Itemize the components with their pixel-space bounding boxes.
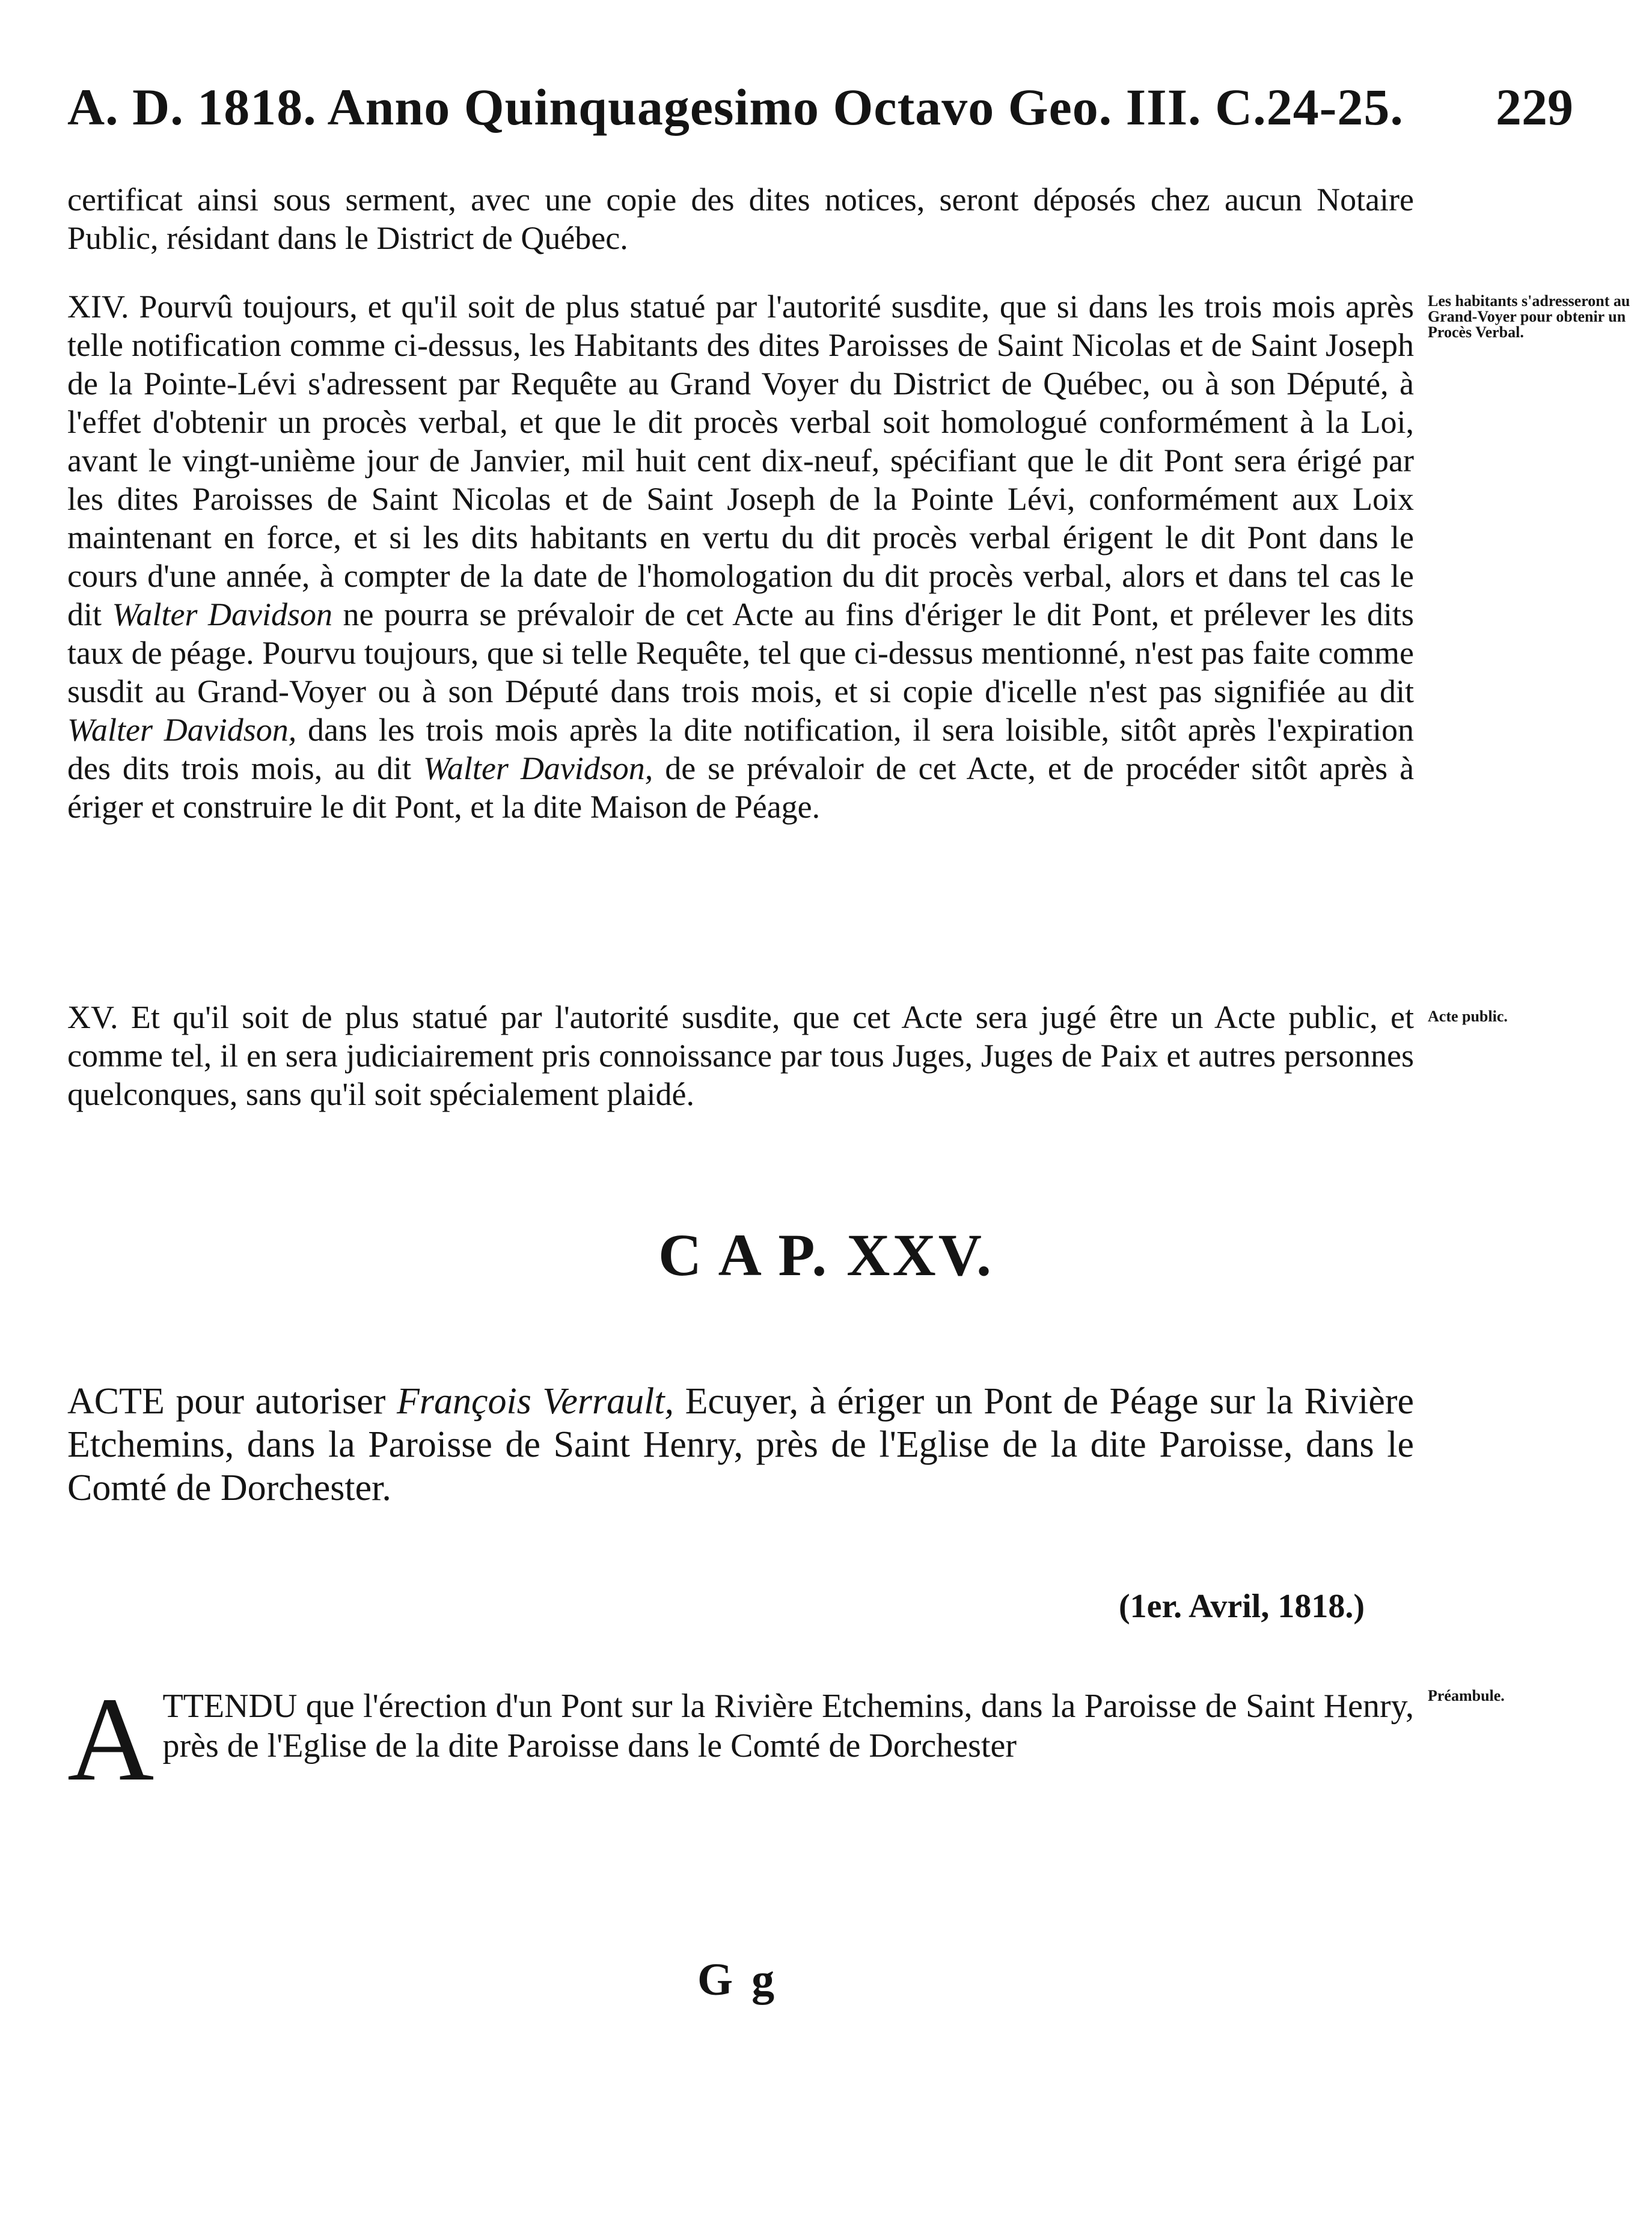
section-xiv <box>67 287 1414 826</box>
section-xiv-text-3: dans les trois mois après la dite notification, il sera loisible, sitôt après l'expiration des dits trois mois, au dit <box>67 712 1415 786</box>
marginal-note-preambule: Préambule. <box>1428 1687 1505 1704</box>
page-number: 229 <box>1496 78 1573 136</box>
section-xiv-name-2: Walter Davidson, <box>67 712 297 748</box>
act-title <box>67 1380 1414 1510</box>
act-date: (1er. Avril, 1818.) <box>1118 1588 1365 1625</box>
printer-signature-mark: G g <box>697 1954 779 2005</box>
preamble <box>67 1673 1414 1819</box>
section-xiv-text-4: de se prévaloir de cet Acte, et de procéder sitôt après à ériger et construire le dit Pont, et la dite Maison de Péage. <box>67 750 1415 825</box>
section-xv <box>67 998 1414 1113</box>
drop-cap: A <box>67 1673 154 1806</box>
chapter-heading: C A P. XXV. <box>658 1222 994 1288</box>
section-continuation-text: certificat ainsi sous serment, avec une copie des dites notices, seront déposés chez aucun Notaire Public, résidant dans le District de Québec. <box>67 182 1414 256</box>
section-xiv-name-3: Walter Davidson, <box>423 750 653 786</box>
section-xv-text: XV. Et qu'il soit de plus statué par l'autorité susdite, que cet Acte sera jugé être un Acte public, et comme tel, il en sera judiciairement pris connoissance par tous Juges, Juges de Paix et autres personnes quelconques, sans qu'il soit spécialement plaidé. <box>67 999 1414 1112</box>
section-xiv-text-1: XIV. Pourvû toujours, et qu'il soit de plus statué par l'autorité susdite, que si dans les trois mois après telle notification comme ci-dessus, les Habitants des dites Paroisses de Saint Nicolas et de Saint Joseph de la Pointe-Lévi s'adressent par Requête au Grand Voyer du District de Québec, ou à son Député, à l'effet d'obtenir un procès verbal, et que le dit procès verbal soit homologué conformément à la Loi, avant le vingt-unième jour de Janvier, mil huit cent dix-neuf, spécifiant que le dit Pont sera érigé par les dites Paroisses de Saint Nicolas et de Saint Joseph de la Pointe Lévi, conformément aux Loix maintenant en force, et si les dits habitants en vertu du dit procès verbal érigent le dit Pont dans le cours d'une année, à compter de la date de l'homologation du dit procès verbal, alors et dans tel cas le dit <box>67 289 1414 632</box>
section-continuation <box>67 180 1414 257</box>
act-title-text-1: ACTE pour autoriser <box>67 1381 386 1422</box>
section-xiv-name-1: Walter Davidson <box>112 596 333 632</box>
preamble-text: TTENDU que l'érection d'un Pont sur la Rivière Etchemins, dans la Paroisse de Saint Henry, près de l'Eglise de la dite Paroisse dans le Comté de Dorchester <box>162 1688 1414 1764</box>
marginal-note-acte-public: Acte public. <box>1428 1008 1508 1025</box>
marginal-note-habitants: Les habitants s'adresseront au Grand-Voyer pour obtenir un Procès Verbal. <box>1428 292 1630 341</box>
act-title-name: François Verrault, <box>396 1381 675 1422</box>
section-xiv-text-2: ne pourra se prévaloir de cet Acte au fins d'ériger le dit Pont, et prélever les dits taux de péage. Pourvu toujours, que si telle Requête, tel que ci-dessus mentionné, n'est pas faite comme susdit au Grand-Voyer ou à son Député dans trois mois, et si copie d'icelle n'est pas signifiée au dit <box>67 596 1415 709</box>
running-head: A. D. 1818. Anno Quinquagesimo Octavo Geo. III. C.24-25. <box>67 78 1404 136</box>
act-title-text-2: Ecuyer, à ériger un Pont de Péage sur la Rivière Etchemins, dans la Paroisse de Saint Henry, près de l'Eglise de la dite Paroisse, dans le Comté de Dorchester. <box>67 1381 1415 1508</box>
